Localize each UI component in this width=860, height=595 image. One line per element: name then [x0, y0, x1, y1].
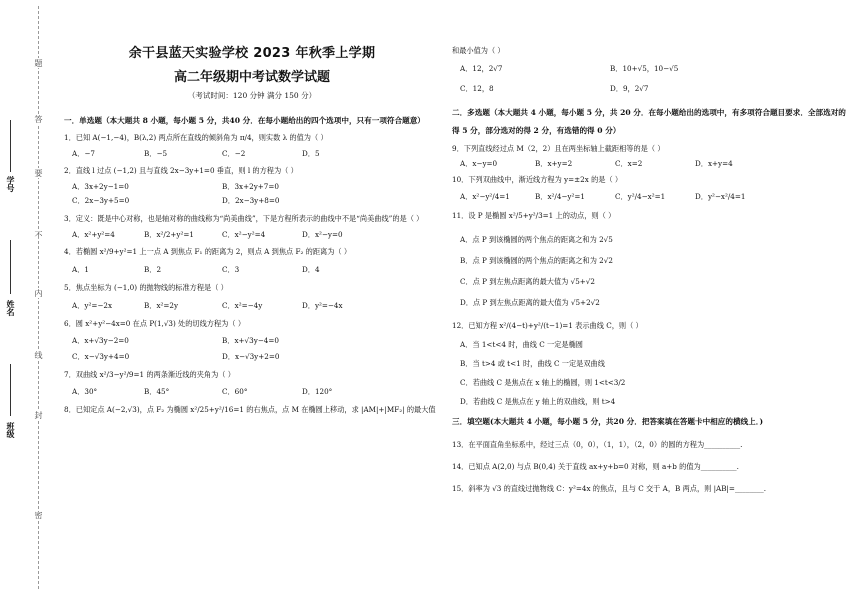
class-line [10, 364, 11, 416]
option-a: A．y²=−2x [72, 301, 112, 310]
option-d: D．120° [302, 387, 333, 396]
exam-header [64, 44, 440, 102]
option-b: B．x+√3y−4=0 [222, 336, 279, 345]
question-4 [64, 247, 440, 275]
question-stem: 9．下列直线经过点 M（2，2）且在两坐标轴上截距相等的是（ ） [452, 144, 665, 153]
option-c: C．x²=−4y [222, 301, 263, 310]
option-b: B．点 P 到该椭圆的两个焦点的距离之和为 2√2 [460, 256, 613, 265]
option-a: A．当 1<t<4 时，曲线 C 一定是椭圆 [460, 340, 583, 349]
option-b: B．x²=2y [144, 301, 179, 310]
margin-char: 内 [34, 289, 43, 297]
question-9 [452, 144, 848, 169]
option-c: C．12，8 [460, 84, 494, 93]
school-title: 余干县蓝天实验学校 2023 年秋季上学期 [128, 46, 376, 61]
name-label: 姓名 [6, 300, 16, 316]
option-d: D．若曲线 C 是焦点在 y 轴上的双曲线，则 t>4 [460, 397, 616, 406]
question-stem: 3．定义：既是中心对称，也是轴对称的曲线称为“尚美曲线”，下是方程所表示的曲线中不是“尚美曲线”的是（ ） [64, 214, 424, 223]
option-a: A．x²−y²/4=1 [460, 192, 510, 201]
option-a: A．x²+y²=4 [72, 230, 115, 239]
option-c: C．y²/4−x²=1 [615, 192, 666, 201]
option-d: D．4 [302, 265, 320, 274]
question-stem-cont: 和最小值为（ ） [452, 46, 505, 55]
question-8 [64, 405, 440, 415]
margin-char: 要 [34, 169, 43, 177]
student-id-line [10, 120, 11, 172]
option-a: A．−7 [72, 149, 95, 158]
question-stem: 7．双曲线 x²/3−y²/9=1 的两条渐近线的夹角为（ ） [64, 370, 235, 379]
option-a: A．x−y=0 [460, 159, 498, 168]
margin-char: 答 [34, 115, 43, 123]
option-a: A．x+√3y−2=0 [72, 336, 129, 345]
option-b: B．45° [144, 387, 170, 396]
question-5 [64, 283, 440, 311]
question-stem: 10．下列双曲线中，渐近线方程为 y=±2x 的是（ ） [452, 175, 623, 184]
margin-char: 线 [34, 351, 43, 359]
option-a: A．3x+2y−1=0 [72, 182, 129, 191]
margin-char: 封 [34, 411, 43, 419]
question-stem: 4．若椭圆 x²/9+y²=1 上一点 A 到焦点 F₁ 的距离为 2，则点 A 到焦点 F₂ 的距离为（ ） [64, 247, 352, 256]
section-1-title: 一．单选题（本大题共 8 小题，每小题 5 分，共40 分．在每小题给出的四个选项中，只有一项符合题意） [64, 116, 425, 125]
question-1 [64, 133, 440, 159]
margin-char: 题 [34, 59, 43, 67]
option-c: C．−2 [222, 149, 246, 158]
question-stem: 12．已知方程 x²/(4−t)+y²/(t−1)=1 表示曲线 C，则（ ） [452, 321, 643, 330]
option-c: C．若曲线 C 是焦点在 x 轴上的椭圆，则 1<t<3/2 [460, 378, 626, 387]
question-10 [452, 175, 848, 202]
option-d: D．9，2√7 [610, 84, 649, 93]
option-c: C．60° [222, 387, 248, 396]
option-b: B．−5 [144, 149, 168, 158]
question-13: 13．在平面直角坐标系中，经过三点（0，0），（1，1），（2，0）的圆的方程为__________. [452, 440, 743, 449]
option-c: C．x=2 [615, 159, 643, 168]
option-c: C．x²−y²=4 [222, 230, 266, 239]
section-2-title: 二．多选题（本大题共 4 小题，每小题 5 分，共 20 分．在每小题给出的选项中，有多项符合题目要求．全部选对的得 5 分，部分选对的得 2 分，有选错的得 0 分） [452, 108, 846, 135]
question-11 [452, 211, 848, 313]
class-label: 班级 [6, 422, 16, 438]
question-stem: 1．已知 A(−1,−4)，B(λ,2) 两点所在直线的倾斜角为 π/4，则实数 λ 的值为（ ） [64, 133, 328, 142]
section-3-title: 三．填空题(本大题共 4 小题，每小题 5 分，共20 分．把答案填在答题卡中相应的横线上．) [452, 417, 764, 426]
student-id-label: 学号 [6, 176, 16, 192]
option-a: A．30° [72, 387, 98, 396]
left-column [64, 114, 440, 415]
option-c: C．3 [222, 265, 240, 274]
question-7 [64, 370, 440, 397]
option-b: B．x²/2+y²=1 [144, 230, 194, 239]
fill-in-questions [452, 434, 848, 500]
option-d: D．x+y=4 [695, 159, 733, 168]
option-b: B．当 t>4 或 t<1 时，曲线 C 一定是双曲线 [460, 359, 605, 368]
option-b: B．3x+2y+7=0 [222, 182, 279, 191]
question-12 [452, 321, 848, 411]
question-2 [64, 166, 440, 206]
option-d: D．x²−y=0 [302, 230, 343, 239]
question-6 [64, 319, 440, 362]
question-8-continued [452, 46, 848, 94]
exam-title: 高二年级期中考试数学试题 [173, 70, 330, 85]
right-column [452, 46, 848, 500]
question-14: 14．已知点 A(2,0) 与点 B(0,4) 关于直线 ax+y+b=0 对称，则 a+b 的值为__________. [452, 462, 739, 471]
question-15: 15．斜率为 √3 的直线过抛物线 C：y²=4x 的焦点，且与 C 交于 A，B 两点，则 |AB|=________. [452, 484, 766, 493]
option-d: D．5 [302, 149, 320, 158]
option-d: D．点 P 到左焦点距离的最大值为 √5+2√2 [460, 298, 600, 307]
question-stem: 8．已知定点 A(−2,√3)，点 F₂ 为椭圆 x²/25+y²/16=1 的右焦点，点 M 在椭圆上移动，求 |AM|+|MF₂| 的最大值 [64, 405, 436, 414]
margin-char: 不 [34, 231, 43, 239]
option-c: C．点 P 到左焦点距离的最大值为 √5+√2 [460, 277, 595, 286]
option-b: B．10+√5，10−√5 [610, 64, 679, 73]
option-a: A．1 [72, 265, 89, 274]
name-line [10, 240, 11, 294]
exam-time: （考试时间：120 分钟 满分 150 分） [187, 91, 317, 100]
option-d: D．y²=−4x [302, 301, 343, 310]
option-b: B．x+y=2 [535, 159, 573, 168]
margin-char: 密 [34, 511, 43, 519]
question-stem: 5．焦点坐标为 (−1,0) 的抛物线的标准方程是（ ） [64, 283, 228, 292]
question-3 [64, 212, 440, 240]
question-stem: 11．设 P 是椭圆 x²/5+y²/3=1 上的动点，则（ ） [452, 211, 616, 220]
option-c: C．x−√3y+4=0 [72, 352, 130, 361]
binding-margin [0, 0, 56, 595]
option-b: B．2 [144, 265, 162, 274]
option-d: D．x−√3y+2=0 [222, 352, 280, 361]
option-d: D．2x−3y+8=0 [222, 196, 280, 205]
option-d: D．y²−x²/4=1 [695, 192, 746, 201]
option-a: A．点 P 到该椭圆的两个焦点的距离之和为 2√5 [460, 235, 613, 244]
question-stem: 6．圆 x²+y²−4x=0 在点 P(1,√3) 处的切线方程为（ ） [64, 319, 246, 328]
option-b: B．x²/4−y²=1 [535, 192, 585, 201]
question-stem: 2．直线 l 过点 (−1,2) 且与直线 2x−3y+1=0 垂直，则 l 的方程为（ ） [64, 166, 298, 175]
option-a: A．12，2√7 [460, 64, 503, 73]
option-c: C．2x−3y+5=0 [72, 196, 130, 205]
